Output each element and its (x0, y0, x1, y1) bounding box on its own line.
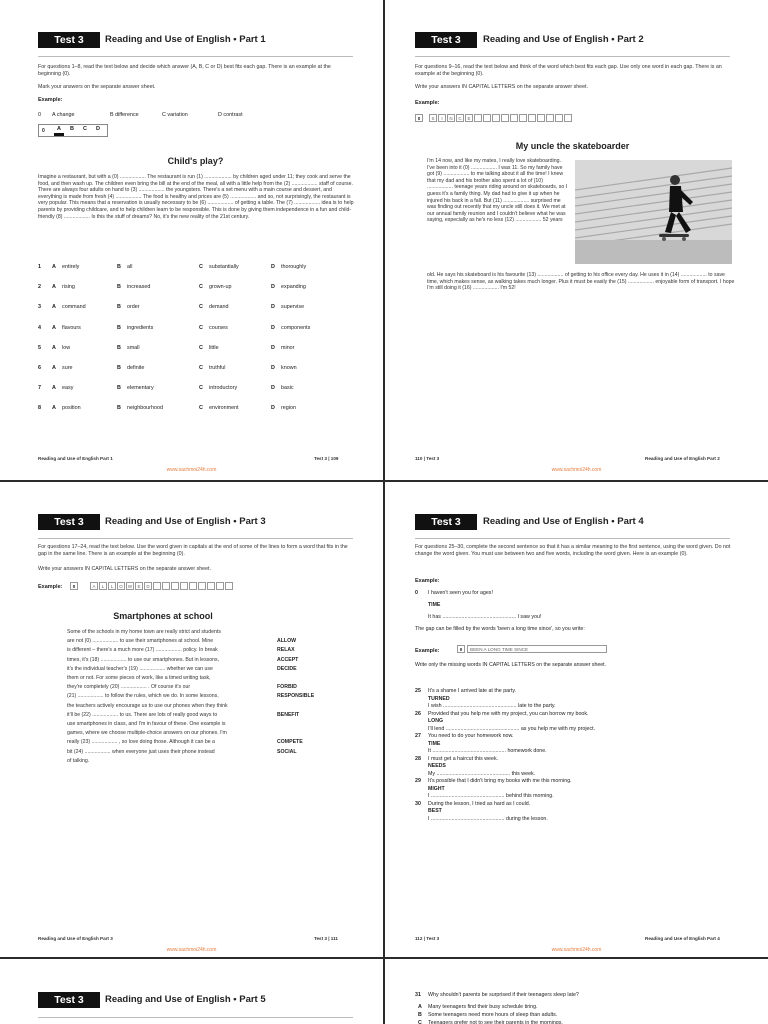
example-letter: C (83, 126, 87, 132)
instructions-answer-sheet: Mark your answers on the separate answer sheet. (38, 84, 156, 90)
option-text: introductory (209, 385, 238, 392)
page-part5 (0, 959, 383, 1024)
answer-cell: L (108, 582, 116, 590)
answer-cell (537, 114, 545, 122)
question-sentence: During the lesson, I tried as hard as I could. (428, 800, 531, 807)
option-letter: C (199, 365, 203, 371)
option-text: entirely (62, 264, 80, 270)
divider (38, 56, 353, 57)
divider (38, 538, 353, 539)
option-letter: C (199, 385, 203, 392)
option-letter: A (418, 1004, 422, 1010)
test-badge: Test 3 (38, 992, 100, 1008)
question-number: 28 (415, 755, 421, 762)
option-letter: B (117, 324, 121, 331)
test-badge: Test 3 (415, 514, 477, 530)
answer-cell (198, 582, 206, 590)
page-part3 (0, 482, 383, 957)
option-d (271, 325, 310, 331)
option-b (117, 385, 154, 391)
passage-line: of talking. (67, 757, 90, 764)
answer-cell: E (135, 582, 143, 590)
example-number: 0 (38, 112, 41, 118)
instructions-answer-sheet: Write your answers IN CAPITAL LETTERS on the separate answer sheet. (415, 84, 589, 90)
question-number: 5 (38, 344, 41, 351)
question-sentence: It's possible that I didn't bring my books with me this morning. (428, 778, 572, 784)
answer-cell (519, 114, 527, 122)
footer-right: Test 3 | 109 (314, 456, 339, 461)
key-word: RESPONSIBLE (277, 693, 315, 700)
key-word: COMPETE (277, 739, 303, 746)
option-text: command (62, 304, 86, 311)
option-letter: D (271, 385, 275, 392)
footer-right: Reading and Use of English Part 4 (645, 936, 720, 941)
option-c (199, 405, 239, 411)
option-text: elementary (127, 385, 154, 392)
option-d (271, 365, 297, 371)
key-word: FORBID (277, 684, 297, 691)
question-sentence: You need to do your homework now. (428, 733, 514, 739)
option-text: environment (209, 405, 239, 412)
instructions-answer-sheet: Write your answers IN CAPITAL LETTERS on the separate answer sheet. (38, 566, 212, 572)
option-d (271, 405, 296, 411)
footer-right: Reading and Use of English Part 2 (645, 456, 720, 461)
option-b (117, 325, 153, 331)
divider (38, 1017, 353, 1018)
key-word: BENEFIT (277, 711, 300, 718)
question-number: 8 (38, 405, 41, 412)
option-text: rising (62, 284, 75, 291)
passage-text-left: I'm 14 now, and like my mates, I really love skateboarding. I've been into it (0) .................. I was 11. So my family have got (9) .................. to me talking about it all the time! I knew that my dad and his brother also spent a lot of (10) .................. teenage years riding around on skateboards, so I guess it's a family thing. My dad had to give it up when he injured his back in a fall. But (11) .................. surprised me was finding out recently that my uncle still does it. We met at our annual family reunion and I couldn't believe what he was saying, especially as he's no less (12) .................. 52 years (427, 158, 568, 224)
instructions: For questions 1–8, read the text below and decide which answer (A, B, C or D) best fits each gap. There is an example at the beginning (0). (38, 64, 331, 77)
option-a (52, 385, 73, 391)
answer-cell: A (90, 582, 98, 590)
passage-text-continued: old. He says his skateboard is his favourite (13) .................. of getting to his office every day. He uses it in (14) .................. to save time, which makes sense, as walking takes much longer. Plus it must be easily the (15) .................. enjoyable form of transport. I hope I'm still doing it (16) .................. I'm 52! (427, 272, 735, 292)
option-b (117, 304, 140, 310)
question-number: 7 (38, 385, 41, 392)
passage-line: the teachers actively encourage us to use our phones when they think (67, 702, 228, 709)
option-b (117, 264, 132, 270)
option-text: increased (127, 284, 151, 291)
key-word: ACCEPT (277, 656, 299, 663)
passage-line: is different – there's a much more (17) .................. policy. In break (67, 647, 218, 654)
page-part5-questions (385, 959, 768, 1024)
gap-line: I .................................................. during the lesson. (428, 815, 548, 822)
part-title: Reading and Use of English • Part 4 (483, 516, 644, 527)
text-heading: Smartphones at school (113, 611, 213, 621)
example-option-c: C variation (162, 112, 188, 118)
question-sentence: It's a shame I arrived late at the party. (428, 688, 517, 694)
passage-line: use smartphones in class, and I'm in favour of these. One example is (67, 721, 226, 727)
example-letter: D (96, 126, 100, 132)
option-letter: B (418, 1012, 422, 1018)
option-letter: A (52, 365, 56, 371)
question-number: 3 (38, 304, 41, 311)
option-text: region (281, 405, 296, 412)
key-word: NEEDS (428, 763, 446, 769)
option-letter: C (199, 264, 203, 270)
answer-cell (483, 114, 491, 122)
part-title: Reading and Use of English • Part 3 (105, 516, 266, 527)
answer-cell (216, 582, 224, 590)
option-text: flavours (62, 324, 81, 331)
option-d (271, 264, 306, 270)
footer-right: Test 3 | 111 (314, 936, 338, 941)
option-text: supervise (281, 304, 305, 311)
option-letter: A (52, 284, 56, 291)
option-text: easy (62, 385, 74, 392)
passage-line: (21) .................. to follow the rules, which we do. In some lessons, (67, 693, 219, 700)
option-text: known (281, 365, 297, 371)
option-text: courses (209, 324, 228, 331)
option-c (199, 304, 228, 310)
answer-cell (162, 582, 170, 590)
option-a (52, 264, 79, 270)
website-url[interactable]: www.sachmoi24h.com (166, 947, 217, 953)
option-text: thoroughly (281, 264, 307, 270)
option-letter: C (418, 1020, 422, 1024)
option-letter: D (271, 344, 275, 351)
option-a (52, 405, 81, 411)
example-gap-line: It has .................................................. I saw you! (428, 614, 542, 620)
option-letter: C (199, 405, 203, 412)
option-b: Some teenagers need more hours of sleep than adults. (428, 1012, 558, 1018)
option-text: substantially (209, 264, 239, 270)
option-letter: B (117, 405, 121, 412)
gap-line: My .................................................. this week. (428, 770, 536, 777)
option-c: Teenagers prefer not to see their parents in the mornings. (428, 1020, 563, 1024)
example-answer-number: 0 (42, 128, 45, 134)
example-answer-box: BEEN A LONG TIME SINCE (467, 645, 607, 653)
option-c (199, 264, 239, 270)
option-letter: C (199, 324, 203, 331)
footer-left: 112 | Test 3 (415, 936, 440, 941)
option-letter: D (271, 365, 275, 371)
passage-line: they're completely (20) .................. . Of course it's our (67, 684, 191, 691)
example-sentence: I haven't seen you for ages! (428, 590, 493, 596)
option-letter: B (117, 304, 121, 311)
example-selected-mark (54, 133, 64, 136)
option-a (52, 284, 75, 290)
instructions: For questions 9–16, read the text below and think of the word which best fits each gap. Use only one word in each gap. There is an example at the beginning (0). (415, 64, 722, 77)
passage-line: Some of the schools in my home town are really strict and students (67, 629, 221, 635)
option-letter: D (271, 405, 275, 412)
question-number: 2 (38, 284, 41, 291)
option-letter: D (271, 304, 275, 311)
option-text: basic (281, 385, 294, 392)
option-letter: D (271, 284, 275, 291)
passage-text: Imagine a restaurant, but with a (0) .................. The restaurant is run (1) ................... by children aged under 11; they cook and serve the food, and then wash up. The children even bring the bill at the end of the meal, all with a little help from the (2) .................. staff of course. There are always four adults on hand to (3) .................. the youngsters. There's a set menu with a main course and dessert, and everything is made from fresh (4) .................. The food is healthy and prices are (5) .................. and so, not surprisingly, the restaurant is very popular. This means that a reservation is usually necessary to be (6) .................. of getting a table. The (7) .................. idea is to help parents by providing childcare, and to help children learn to be responsible. This is done by giving them independence in a fun and child-friendly (8) .................. Is this the stuff of dreams? No, it's the new reality of the 21st century. (38, 174, 354, 220)
question-sentence: Provided that you help me with my project, you can borrow my book. (428, 710, 589, 717)
option-d (271, 385, 294, 391)
answer-cell: D (144, 582, 152, 590)
example-option-d: D contrast (218, 112, 243, 118)
question-number: 26 (415, 710, 421, 717)
page-part2 (385, 0, 768, 480)
footer-left: Reading and Use of English Part 1 (38, 456, 113, 461)
answer-cell (207, 582, 215, 590)
key-word: BEST (428, 808, 442, 814)
option-text: demand (209, 304, 229, 311)
website-url[interactable]: www.sachmoi24h.com (551, 467, 602, 473)
answer-cell (501, 114, 509, 122)
option-text: definite (127, 365, 145, 371)
answer-cell (564, 114, 572, 122)
question-number: 30 (415, 800, 421, 807)
question-number: 31 (415, 992, 421, 998)
key-word: DECIDE (277, 665, 297, 672)
answer-cell (510, 114, 518, 122)
answer-cell: E (465, 114, 473, 122)
gap-line: I wish .................................................. late to the party. (428, 703, 556, 709)
example-option-b: B difference (110, 112, 139, 118)
option-text: all (127, 264, 133, 270)
option-b (117, 284, 150, 290)
option-c (199, 325, 228, 331)
question-sentence: I must get a haircut this week. (428, 755, 499, 762)
option-letter: B (117, 385, 121, 392)
part-title: Reading and Use of English • Part 5 (105, 994, 266, 1005)
key-word: ALLOW (277, 638, 297, 645)
option-d (271, 304, 304, 310)
gap-line: It .................................................. homework done. (428, 748, 547, 754)
example-number: 0 (415, 590, 418, 596)
option-text: order (127, 304, 140, 311)
answer-cell: C (456, 114, 464, 122)
example-label: Example: (415, 100, 440, 106)
example-letter: B (70, 126, 74, 132)
answer-cell (153, 582, 161, 590)
option-c (199, 385, 237, 391)
passage-line: it's the individual teacher's (19) .................. whether we can use (67, 665, 213, 672)
option-a: Many teenagers find their busy schedule tiring. (428, 1004, 538, 1010)
option-letter: C (199, 344, 203, 351)
test-badge: Test 3 (415, 32, 477, 48)
test-badge: Test 3 (38, 32, 100, 48)
page-part4 (385, 482, 768, 957)
question-number: 29 (415, 778, 421, 784)
website-url[interactable]: www.sachmoi24h.com (166, 467, 217, 473)
option-letter: A (52, 264, 56, 270)
answer-cell: N (447, 114, 455, 122)
option-text: expanding (281, 284, 306, 291)
option-letter: A (52, 385, 56, 392)
text-heading: Child's play? (167, 156, 224, 166)
example-number: 0 (415, 114, 423, 122)
key-word: RELAX (277, 647, 295, 654)
option-c (199, 365, 225, 371)
answer-cell: O (117, 582, 125, 590)
answer-cell (474, 114, 482, 122)
answer-cell (528, 114, 536, 122)
gap-line: I'll lend .................................................. as you help me with my project. (428, 725, 596, 732)
option-b (117, 345, 140, 351)
answer-cell (180, 582, 188, 590)
option-text: low (62, 344, 71, 351)
website-url[interactable]: www.sachmoi24h.com (551, 947, 602, 953)
gap-line: I .................................................. behind this morning. (428, 793, 554, 799)
option-c (199, 284, 231, 290)
passage-line: bit (24) .................. when everyone just uses their phone instead (67, 748, 215, 755)
question-number: 4 (38, 324, 41, 331)
option-letter: C (199, 284, 203, 291)
example-letter: A (57, 126, 61, 132)
divider (415, 538, 730, 539)
footer-left: 110 | Test 3 (415, 456, 440, 461)
passage-line: times, it's (18) .................. to use our smartphones. But in lessons, (67, 656, 220, 663)
key-word: SOCIAL (277, 748, 297, 755)
text-heading: My uncle the skateboarder (515, 141, 630, 151)
page-part1 (0, 0, 383, 480)
option-letter: A (52, 344, 56, 351)
part-title: Reading and Use of English • Part 1 (105, 34, 266, 45)
key-word: TURNED (428, 695, 450, 702)
instructions-answer-sheet: Write only the missing words IN CAPITAL LETTERS on the separate answer sheet. (415, 662, 607, 668)
passage-line: games, where we choose multiple-choice answers on our phones. I'm (67, 730, 227, 737)
option-a (52, 345, 70, 351)
option-text: little (209, 344, 219, 351)
option-b (117, 365, 144, 371)
option-text: ingredients (127, 324, 154, 331)
option-text: neighbourhood (127, 405, 163, 412)
option-a (52, 365, 73, 371)
answer-cell: L (99, 582, 107, 590)
option-b (117, 405, 163, 411)
option-text: minor (281, 344, 295, 351)
example-number: 0 (70, 582, 78, 590)
answer-cell: I (438, 114, 446, 122)
answer-cell (189, 582, 197, 590)
option-text: truthful (209, 365, 226, 371)
question-number: 1 (38, 264, 41, 270)
question-number: 27 (415, 733, 421, 739)
answer-cell (492, 114, 500, 122)
option-letter: A (52, 324, 56, 331)
option-letter: B (117, 284, 121, 291)
test-badge: Test 3 (38, 514, 100, 530)
option-text: components (281, 324, 311, 331)
passage-line: it'll be (22) .................. to us. There are lots of really good ways to (67, 711, 218, 718)
instructions: For questions 25–30, complete the second sentence so that it has a similar meaning to the first sentence, using the word given. Do not change the word given. You must use between two and five words, including the word given. Here is an example (0). (415, 544, 731, 557)
option-letter: B (117, 264, 121, 270)
option-a (52, 325, 81, 331)
answer-cell: S (429, 114, 437, 122)
key-word: LONG (428, 718, 443, 724)
option-d (271, 284, 306, 290)
example-option-a: A change (52, 112, 75, 118)
option-letter: B (117, 365, 121, 371)
passage-line: are not (0) .................. to use their smartphones at school. Mine (67, 638, 214, 645)
answer-cell: W (127, 584, 133, 589)
example-label-2: Example: (415, 648, 440, 654)
example-label: Example: (38, 97, 63, 103)
option-letter: B (117, 344, 121, 351)
option-letter: D (271, 264, 275, 270)
answer-cell (555, 114, 563, 122)
answer-cell (225, 582, 233, 590)
part-title: Reading and Use of English • Part 2 (483, 34, 644, 45)
gap-note: The gap can be filled by the words 'been a long time since', so you write: (415, 626, 585, 632)
example-answer-grid (38, 124, 108, 137)
key-word: TIME (428, 740, 441, 747)
footer-left: Reading and Use of English Part 3 (38, 936, 113, 941)
skateboarder-photo (575, 160, 732, 264)
option-letter: A (52, 304, 56, 311)
example-answer-number: 0 (457, 645, 465, 653)
passage-line: them or not. For some pieces of work, like a timed writing task, (67, 675, 211, 681)
option-letter: A (52, 405, 56, 412)
option-d (271, 345, 294, 351)
option-text: grown-up (209, 284, 232, 291)
example-key-word: TIME (428, 602, 441, 608)
question-text: Why shouldn't parents be surprised if their teenagers sleep late? (428, 992, 579, 998)
example-label: Example: (38, 584, 63, 590)
answer-cell (546, 114, 554, 122)
divider (415, 56, 730, 57)
option-letter: C (199, 304, 203, 311)
option-letter: D (271, 324, 275, 331)
answer-cell (171, 582, 179, 590)
option-text: sure (62, 365, 73, 371)
option-a (52, 304, 86, 310)
question-number: 25 (415, 688, 421, 694)
option-c (199, 345, 219, 351)
key-word: MIGHT (428, 785, 445, 792)
option-text: position (62, 405, 81, 412)
instructions: For questions 17–24, read the text below. Use the word given in capitals at the end of some of the lines to form a word that fits in the gap in the same line. There is an example at the beginning (0). (38, 544, 348, 557)
option-text: small (127, 344, 140, 351)
question-number: 6 (38, 365, 41, 371)
passage-line: really (23) .................. , so love doing those. Although it can be a (67, 739, 215, 746)
example-label: Example: (415, 578, 440, 584)
